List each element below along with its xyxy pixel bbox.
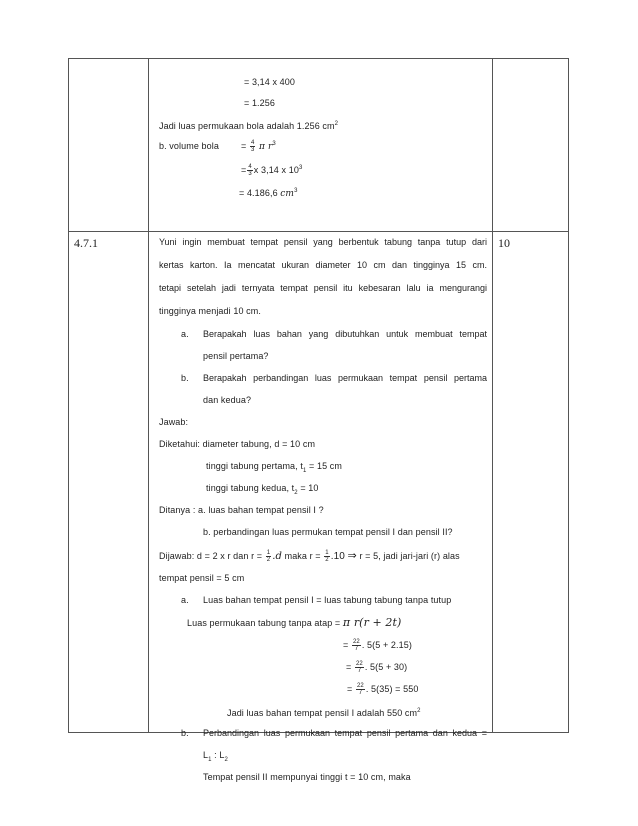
solution-b-label: b. [181,728,189,738]
solution-a-label: a. [181,595,189,605]
solution-line: Dijawab: d = 2 x r dan r = $\frac{1}{2}$ .d maka r = $\frac{1}{2}$ .10 ⇒ r = 5, jadi jari-jari (r) alas [159,549,460,563]
question-b-text: Berapakah perbandingan luas permukaan tempat pensil pertama [203,373,487,383]
volume-label: b. volume bola [159,141,219,151]
lesson-table [68,58,569,782]
asked-line: b. perbandingan luas permukan tempat pensil I dan pensil II? [203,527,453,537]
question-b-label: b. [181,373,189,383]
content-cell [149,59,493,232]
problem-text: kertas karton. Ia mencatat ukuran diameter 10 cm dan tingginya 15 cm. [159,260,487,270]
problem-text: tetapi setelah jadi ternyata tempat pensil itu kebesaran lalu ia mengurangi [159,283,487,293]
solution-b-text: Tempat pensil II mempunyai tinggi t = 10 cm, maka [203,772,411,782]
solution-a-text: Luas bahan tempat pensil I = luas tabung tabung tanpa tutup [203,595,452,605]
surface-formula: Luas permukaan tabung tanpa atap = π r(r + 2t) [187,616,402,629]
content-cell [149,232,493,782]
score-value: 10 [498,236,510,250]
calc-step: = $\frac{22}{7}$ . 5(5 + 2.15) [343,639,412,652]
ratio-line: $L_1$ : $L_2$ [203,750,228,763]
volume-result: = 4.186,6 $cm^3$ [239,188,298,199]
calc-step: = $\frac{22}{7}$ . 5(5 + 30) [346,661,408,674]
indicator-code: 4.7.1 [74,236,98,250]
known-line: tinggi tabung pertama, $t_1 = 15$ cm [206,461,342,474]
calc-line: = 3,14 x 400 [244,77,295,87]
known-line: tinggi tabung kedua, $t_2 = 10$ [206,483,319,496]
known-line: Diketahui: diameter tabung, d = 10 cm [159,439,316,449]
code-cell [69,232,149,733]
question-a-text: pensil pertama? [203,351,269,361]
question-b-text: dan kedua? [203,395,252,405]
score-cell [493,59,569,232]
result-line: Jadi luas permukaan bola adalah 1.256 $cm^2$ [159,121,339,131]
calc-step: = $\frac{22}{7}$ . 5(35) = 550 [347,683,419,696]
table-row [69,59,569,232]
code-cell [69,59,149,232]
solution-b-text: Perbandingan luas permukaan tempat pensil pertama dan kedua = [203,728,487,738]
answer-heading: Jawab: [159,417,189,427]
question-a-label: a. [181,329,189,339]
problem-text: Yuni ingin membuat tempat pensil yang berbentuk tabung tanpa tutup dari [159,237,487,247]
volume-substitution: = $\frac{4}{3}$ x 3,14 x $10^3$ [241,164,303,178]
calc-line: = 1.256 [244,98,275,108]
question-a-text: Berapakah luas bahan yang dibutuhkan untuk membuat tempat [203,329,487,339]
problem-text: tingginya menjadi 10 cm. [159,306,261,316]
volume-formula: = $\frac{4}{3}$ π $r^3$ [241,140,276,154]
solution-line: tempat pensil = 5 cm [159,573,245,583]
asked-line: Ditanya : a. luas bahan tempat pensil I ? [159,505,324,515]
result-line: Jadi luas bahan tempat pensil I adalah 550 $cm^2$ [227,708,421,718]
score-cell [493,232,569,733]
table-row [69,232,569,733]
